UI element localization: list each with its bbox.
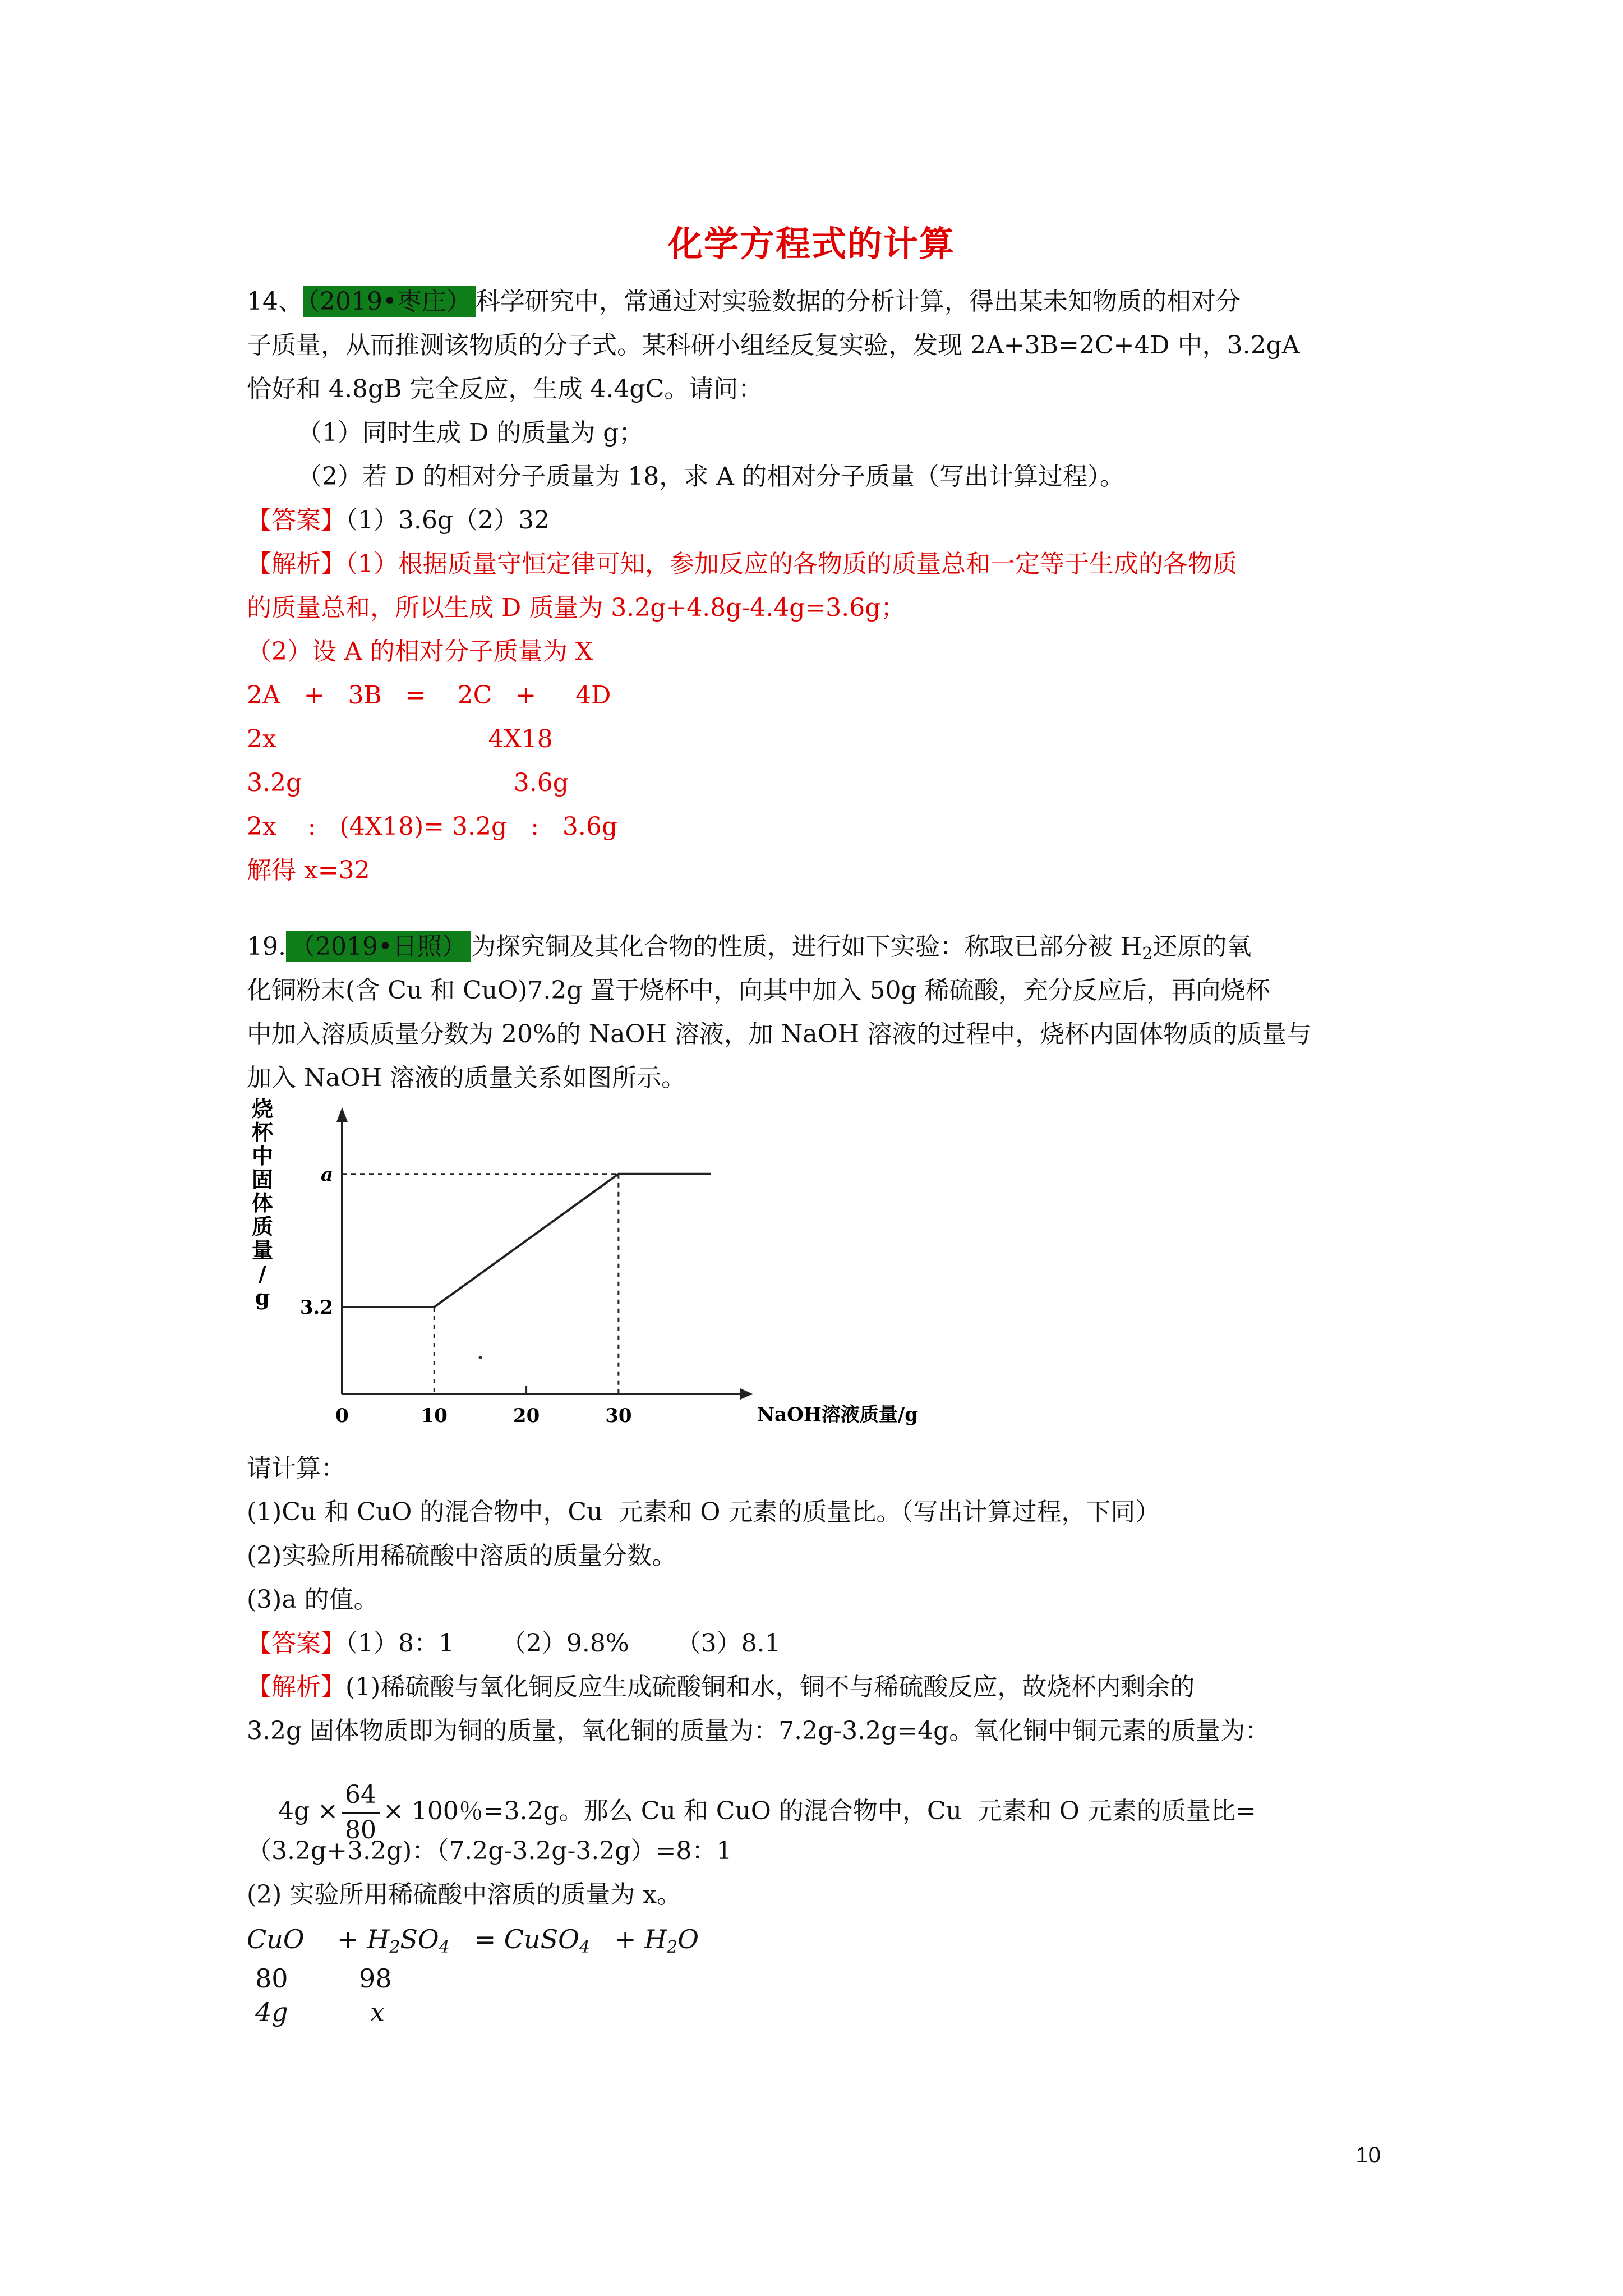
mass-chart	[241, 1096, 919, 1436]
x-tick-label: 30	[605, 1405, 632, 1427]
q19-source-tag: （2019•日照）	[286, 931, 471, 962]
q19-analysis4: （3.2g+3.2g)：（7.2g-3.2g-3.2g）=8：1	[247, 1837, 732, 1865]
y-label-char: 体	[251, 1190, 274, 1216]
q14-line3: 恰好和 4.8gB 完全反应，生成 4.4gC。请问：	[247, 375, 763, 403]
y-label-char: 烧	[251, 1096, 274, 1121]
analysis-label: 【解析】	[247, 1673, 345, 1701]
y-tick-label-a: a	[320, 1163, 333, 1186]
q14-sub2: （2）若 D 的相对分子质量为 18，求 A 的相对分子质量（写出计算过程）。	[297, 462, 1124, 491]
equation-line	[247, 1924, 699, 1957]
page-number: 10	[1355, 2143, 1381, 2168]
eq-sub-2b: 2	[667, 1938, 678, 1957]
q19-q1: (1)Cu 和 CuO 的混合物中，Cu 元素和 O 元素的质量比。（写出计算过程，下同）	[247, 1498, 1160, 1526]
y-label-char: 质	[251, 1214, 274, 1239]
x-axis-arrow	[740, 1388, 753, 1400]
q14-line1	[247, 280, 1241, 323]
q19-please: 请计算：	[247, 1454, 345, 1483]
y-label-char: 量	[251, 1237, 274, 1263]
q14-text1: 科学研究中，常通过对实验数据的分析计算，得出某未知物质的相对分	[475, 287, 1241, 316]
answer-text: （1）3.6g（2）32	[345, 506, 550, 535]
frac-prefix: 4g ×	[278, 1797, 338, 1825]
eq-cuso: = CuSO	[474, 1924, 579, 1954]
x-tick-label: 20	[513, 1405, 540, 1427]
q19-analysis5: (2) 实验所用稀硫酸中溶质的质量为 x。	[247, 1880, 682, 1909]
eq-sub-4: 4	[439, 1938, 450, 1957]
page-title: 化学方程式的计算	[667, 223, 955, 264]
y-label-char: 杯	[251, 1120, 274, 1145]
fraction-numerator: 64	[342, 1778, 380, 1814]
answer-label: 【答案】	[247, 1629, 345, 1658]
eq-row1-b: 98	[359, 1963, 392, 1994]
q14-line2: 子质量，从而推测该物质的分子式。某科研小组经反复实验，发现 2A+3B=2C+4D 中，3.2gA	[247, 331, 1300, 360]
q19-number: 19.	[247, 932, 286, 961]
q19-q3: (3)a 的值。	[247, 1585, 379, 1614]
analysis-text: (1)稀硫酸与氧化铜反应生成硫酸铜和水，铜不与稀硫酸反应，故烧杯内剩余的	[345, 1673, 1195, 1701]
eq-sub-2: 2	[389, 1938, 400, 1957]
analysis-text: （1）根据质量守恒定律可知，参加反应的各物质的质量总和一定等于生成的各物质	[345, 550, 1237, 578]
q19-analysis1	[247, 1666, 1195, 1709]
y-label-char: g	[255, 1285, 270, 1310]
eq-row2-a: 4g	[255, 1997, 288, 2027]
q19-line4: 加入 NaOH 溶液的质量关系如图所示。	[247, 1064, 686, 1092]
q19-text1b: 还原的氧	[1152, 932, 1252, 961]
q19-line3: 中加入溶质质量分数为 20%的 NaOH 溶液，加 NaOH 溶液的过程中，烧杯内固体物质的质量与	[247, 1020, 1312, 1048]
x-tick-label: 10	[421, 1405, 448, 1427]
eq-o: O	[677, 1924, 699, 1954]
q14-calc5: 解得 x=32	[247, 856, 370, 885]
eq-row1-a: 80	[255, 1963, 288, 1994]
eq-cuo: CuO	[247, 1924, 305, 1954]
q14-analysis	[247, 543, 1237, 586]
answer-text: （1）8：1 （2）9.8% （3）8.1	[345, 1629, 781, 1658]
q14-calc4: 2x : (4X18)= 3.2g : 3.6g	[247, 812, 618, 841]
y-label-char: 固	[251, 1167, 274, 1192]
q14-source-tag: （2019•枣庄）	[303, 286, 476, 317]
frac-suffix: × 100％=3.2g。那么 Cu 和 CuO 的混合物中，Cu 元素和 O 元素的质量比=	[382, 1797, 1256, 1825]
eq-row2-b: x	[370, 1997, 385, 2027]
y-label-char: 中	[251, 1143, 274, 1168]
data-series-line	[342, 1174, 711, 1307]
q19-text1a: 为探究铜及其化合物的性质，进行如下实验：称取已部分被 H	[471, 932, 1142, 961]
q19-line1	[247, 926, 1251, 976]
speck-mark	[478, 1356, 482, 1359]
q14-number: 14、	[247, 287, 303, 316]
answer-label: 【答案】	[247, 506, 345, 535]
fraction-denominator: 80	[344, 1816, 376, 1844]
y-axis-arrow	[336, 1107, 348, 1122]
q19-h2-subscript: 2	[1142, 944, 1153, 964]
eq-so: SO	[400, 1924, 439, 1954]
q19-line2: 化铜粉末(含 Cu 和 CuO)7.2g 置于烧杯中，向其中加入 50g 稀硫酸，充分反应后，再向烧杯	[247, 976, 1270, 1005]
q14-calc2: 2x 4X18	[247, 725, 553, 753]
x-label: NaOH溶液质量/g	[757, 1404, 919, 1426]
x-tick-label: 0	[335, 1405, 349, 1427]
q14-answer	[247, 499, 550, 542]
y-tick-label: 3.2	[299, 1296, 333, 1319]
q14-sub1: （1）同时生成 D 的质量为 g；	[297, 418, 644, 447]
y-label-char: /	[259, 1261, 266, 1286]
q14-analysis3: （2）设 A 的相对分子质量为 X	[247, 637, 593, 666]
q14-calc3: 3.2g 3.6g	[247, 769, 569, 797]
q14-analysis2: 的质量总和，所以生成 D 质量为 3.2g+4.8g-4.4g=3.6g；	[247, 593, 906, 622]
eq-h: + H	[337, 1924, 390, 1954]
q19-analysis2: 3.2g 固体物质即为铜的质量，氧化铜的质量为：7.2g-3.2g=4g。氧化铜中铜元素的质量为：	[247, 1717, 1270, 1745]
eq-h2: + H	[614, 1924, 667, 1954]
q19-q2: (2)实验所用稀硫酸中溶质的质量分数。	[247, 1542, 677, 1570]
eq-sub-4b: 4	[579, 1938, 590, 1957]
q14-calc1: 2A + 3B = 2C + 4D	[247, 681, 611, 710]
analysis-label: 【解析】	[247, 550, 345, 578]
q19-answer	[247, 1622, 781, 1665]
